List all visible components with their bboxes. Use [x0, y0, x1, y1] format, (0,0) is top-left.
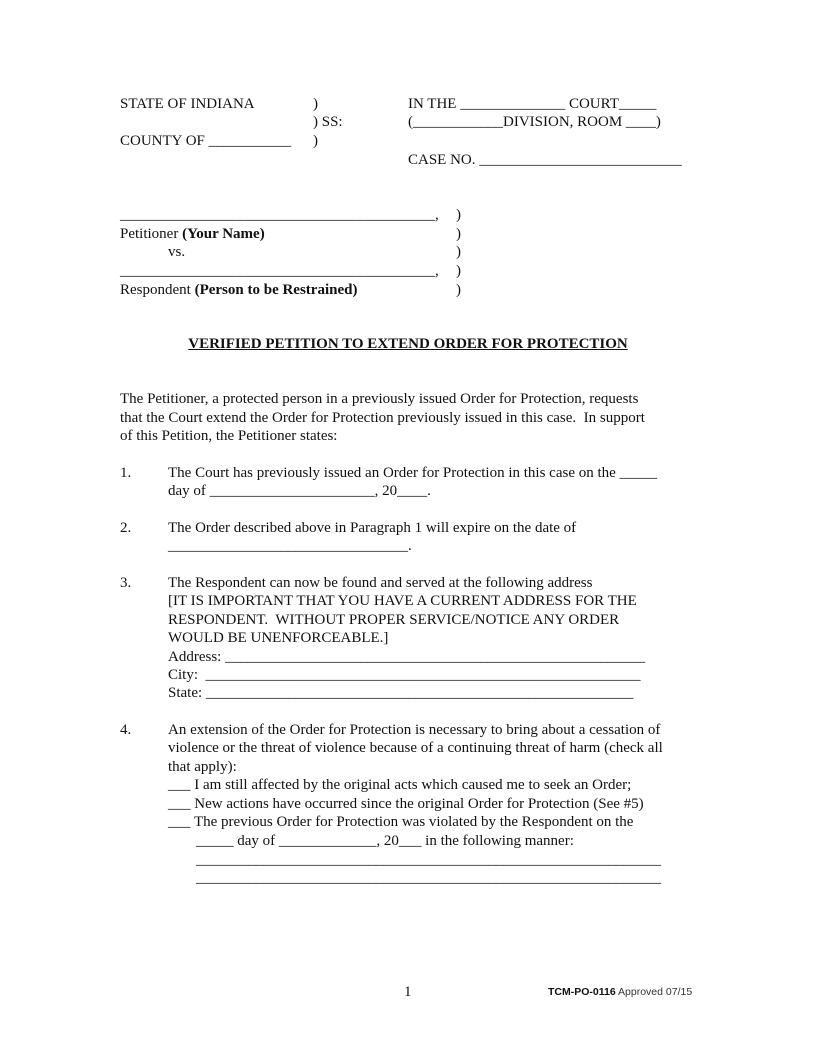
item-field-line[interactable]: City: __________________________________________________________	[168, 667, 641, 683]
page-number: 1	[404, 984, 412, 1000]
division-field[interactable]: (____________DIVISION, ROOM ____)	[408, 114, 661, 130]
item-field-line[interactable]: ___ New actions have occurred since the original Order for Protection (See #5)	[168, 795, 644, 812]
intro-line: The Petitioner, a protected person in a previously issued Order for Protection, requests	[120, 391, 639, 407]
form-id	[548, 983, 692, 1001]
respondent-name-field[interactable]: __________________________________________,	[120, 263, 439, 279]
county-field[interactable]: COUNTY OF ___________	[120, 133, 292, 149]
document-title: VERIFIED PETITION TO EXTEND ORDER FOR PROTECTION	[188, 336, 628, 352]
item-field-line[interactable]: ___ I am still affected by the original acts which caused me to seek an Order;	[168, 777, 632, 794]
form-code: TCM-PO-0116	[548, 986, 616, 998]
petitioner-label	[120, 225, 265, 243]
violation-detail-line[interactable]: _____ day of _____________, 20___ in the following manner:	[196, 833, 574, 849]
item-text: The Respondent can now be found and served at the following address	[168, 575, 593, 591]
item-field-line[interactable]: day of ______________________, 20____.	[168, 483, 431, 500]
respondent-label	[120, 281, 357, 299]
case-number-field[interactable]: CASE NO. ___________________________	[408, 152, 682, 168]
item-text: An extension of the Order for Protection is necessary to bring about a cessation of	[168, 722, 661, 738]
caption-parens: ) ) ) ) )	[456, 207, 461, 298]
petitioner-hint: (Your Name)	[182, 226, 265, 242]
item-field-line[interactable]: ___ The previous Order for Protection was violated by the Respondent on the	[168, 814, 634, 830]
approved-date: Approved 07/15	[615, 986, 693, 998]
item-text: violence or the threat of violence because of a continuing threat of harm (check all	[168, 740, 663, 757]
item-number: 2.	[120, 520, 132, 536]
intro-line: that the Court extend the Order for Protection previously issued in this case. In support	[120, 409, 645, 426]
item-text: RESPONDENT. WITHOUT PROPER SERVICE/NOTICE ANY ORDER	[168, 611, 620, 628]
petitioner-text: Petitioner	[120, 226, 183, 242]
state-label: STATE OF INDIANA	[120, 96, 255, 112]
item-field-line[interactable]: Address: ________________________________________________________	[168, 648, 646, 665]
item-number: 4.	[120, 722, 132, 738]
item-number: 1.	[120, 465, 132, 481]
intro-line: of this Petition, the Petitioner states:	[120, 428, 338, 445]
item-text: [IT IS IMPORTANT THAT YOU HAVE A CURRENT ADDRESS FOR THE	[168, 593, 637, 610]
item-field-line[interactable]: State: _________________________________________________________	[168, 685, 634, 702]
ss-label: ) SS:	[313, 114, 343, 130]
petitioner-name-field[interactable]: __________________________________________,	[120, 207, 439, 223]
caption-paren: )	[313, 133, 318, 149]
item-number: 3.	[120, 575, 132, 591]
violation-detail-line[interactable]: ______________________________________________________________	[196, 870, 661, 886]
violation-detail-line[interactable]: ______________________________________________________________	[196, 851, 661, 868]
item-text: The Order described above in Paragraph 1 will expire on the date of	[168, 520, 577, 536]
court-field[interactable]: IN THE ______________ COURT_____	[408, 96, 657, 112]
item-text: WOULD BE UNENFORCEABLE.]	[168, 630, 389, 647]
item-text: that apply):	[168, 758, 237, 775]
vs-label: vs.	[168, 244, 186, 260]
item-field-line[interactable]: The Court has previously issued an Order for Protection in this case on the _____	[168, 465, 658, 481]
respondent-hint: (Person to be Restrained)	[194, 282, 358, 298]
caption-paren: )	[313, 96, 318, 112]
respondent-text: Respondent	[120, 282, 195, 298]
item-field-line[interactable]: ________________________________.	[168, 538, 412, 555]
